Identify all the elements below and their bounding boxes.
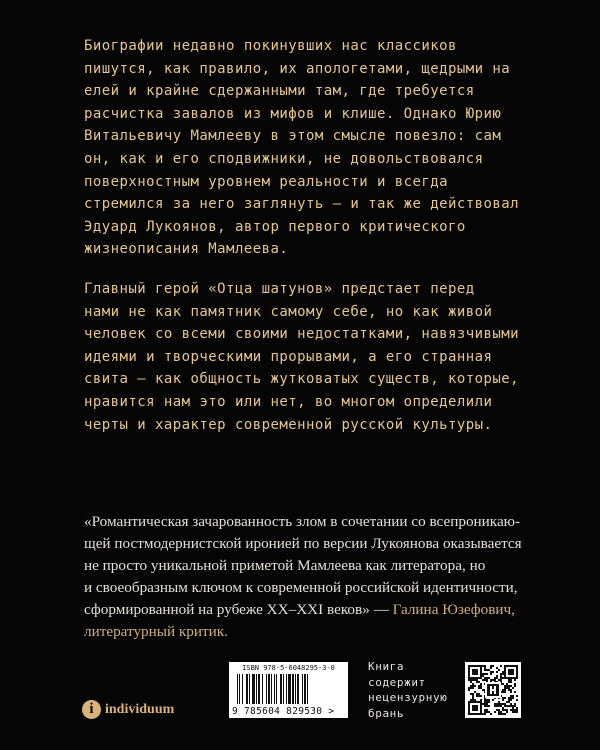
text-line: Эдуард Лукоянов, автор первого критического <box>84 218 466 235</box>
qr-module <box>484 667 486 669</box>
qr-module <box>514 679 516 681</box>
qr-module <box>510 709 512 711</box>
qr-module <box>502 673 504 675</box>
text-line: Витальевичу Мамлееву в этом смысле повезло: сам <box>84 128 502 145</box>
qr-module <box>492 679 494 681</box>
isbn-barcode <box>229 662 348 718</box>
qr-module <box>508 697 510 699</box>
qr-module <box>510 679 512 681</box>
qr-module <box>486 673 488 675</box>
qr-module <box>508 679 510 681</box>
qr-module <box>508 669 514 675</box>
text-line: нами не как памятник самому себе, но как живой <box>84 303 493 320</box>
qr-module <box>486 677 488 679</box>
qr-module <box>508 705 510 707</box>
qr-module <box>482 665 484 667</box>
qr-module <box>500 677 502 679</box>
qr-module <box>514 683 516 685</box>
qr-module <box>480 685 482 687</box>
qr-module <box>510 695 512 697</box>
warning-line: Книга <box>368 660 405 673</box>
qr-module <box>494 703 496 705</box>
qr-module <box>488 669 490 671</box>
qr-module <box>504 713 506 715</box>
qr-module <box>498 713 500 715</box>
quote-line: не просто уникальной приметой Мамлеева как литератора, но <box>84 557 486 574</box>
quote-last-line: сформированной на рубеже XX–XXI веков» — <box>84 601 393 618</box>
qr-module <box>502 699 504 701</box>
qr-module <box>482 675 484 677</box>
qr-module <box>502 703 504 705</box>
qr-module <box>476 679 478 681</box>
qr-module <box>508 685 510 687</box>
qr-module <box>478 693 480 695</box>
qr-module <box>498 679 500 681</box>
warning-line: содержит <box>368 675 426 689</box>
quote-author-role: литературный критик. <box>84 623 228 640</box>
qr-module <box>494 679 496 681</box>
text-line: елей и крайне сдержанными там, где требуется <box>84 83 475 100</box>
qr-module <box>484 709 486 711</box>
text-line: черты и характер современной русской культуры. <box>84 416 493 433</box>
qr-module <box>512 707 514 709</box>
text-line: идеями и творческими прорывами, а его странная <box>84 348 493 365</box>
qr-module <box>496 703 498 705</box>
qr-module <box>474 679 476 681</box>
qr-module <box>516 699 518 701</box>
qr-module <box>470 681 472 683</box>
qr-module <box>470 685 472 687</box>
quote-author: Галина Юзефович, <box>392 601 515 618</box>
text-line: жизнеописания Мамлеева. <box>84 241 289 258</box>
qr-module <box>502 691 504 693</box>
text-line: нравится нам это или нет, во многом определили <box>84 393 493 410</box>
qr-module <box>510 689 512 691</box>
qr-module <box>494 691 496 694</box>
qr-module <box>482 673 484 675</box>
qr-module <box>514 711 516 713</box>
qr-module <box>488 699 490 701</box>
qr-module <box>490 671 492 673</box>
qr-module <box>482 689 484 691</box>
qr-module <box>484 713 486 715</box>
qr-module <box>506 701 508 703</box>
qr-module <box>492 699 494 701</box>
qr-module <box>502 709 504 711</box>
qr-module <box>498 701 500 703</box>
qr-module <box>510 685 512 687</box>
qr-module <box>506 685 508 687</box>
qr-module <box>506 711 508 713</box>
qr-module <box>468 689 470 691</box>
qr-module <box>472 699 474 701</box>
qr-module <box>498 711 500 713</box>
qr-module <box>500 675 502 677</box>
qr-module <box>484 679 486 681</box>
publisher-name: individuum <box>105 701 175 717</box>
publisher-logo <box>82 700 174 719</box>
qr-module <box>512 705 514 707</box>
qr-module <box>516 709 518 711</box>
qr-module <box>502 671 504 673</box>
qr-module <box>484 701 486 703</box>
quote-line: и своеобразным ключом к современной российской идентичности, <box>84 579 518 596</box>
qr-module <box>512 697 514 699</box>
qr-module <box>484 665 486 667</box>
qr-module <box>494 677 496 679</box>
text-line: поверхностным уровнем реальности и всегда <box>84 173 449 190</box>
qr-module <box>488 677 490 679</box>
qr-module <box>484 673 486 675</box>
qr-module <box>514 705 516 707</box>
description-paragraph-1 <box>84 35 519 261</box>
qr-module <box>508 689 510 691</box>
text-line: человек со всеми своими недостатками, навязчивыми <box>84 326 520 343</box>
qr-module <box>486 699 488 701</box>
qr-module <box>480 695 482 697</box>
qr-module <box>478 695 480 697</box>
qr-module <box>486 669 488 671</box>
qr-module <box>494 686 496 689</box>
qr-module <box>472 687 474 689</box>
qr-module <box>486 703 488 705</box>
qr-module <box>500 705 502 707</box>
qr-module <box>510 691 512 693</box>
qr-module <box>470 687 472 689</box>
qr-module <box>484 703 486 705</box>
qr-module <box>504 705 506 707</box>
qr-module <box>510 681 512 683</box>
qr-module <box>496 671 498 673</box>
qr-module <box>482 713 484 715</box>
qr-module <box>504 685 506 687</box>
qr-module <box>496 677 498 679</box>
qr-module <box>498 669 500 671</box>
qr-module <box>506 683 508 685</box>
qr-module <box>500 711 502 713</box>
qr-module <box>490 665 492 667</box>
text-line: пишутся, как правило, их апологетами, щедрыми на <box>84 60 511 77</box>
qr-module <box>486 705 488 707</box>
qr-module <box>512 711 514 713</box>
qr-module <box>478 687 480 689</box>
qr-module <box>480 699 482 701</box>
profanity-warning <box>368 659 447 721</box>
qr-module <box>468 679 470 681</box>
qr-module <box>510 703 512 705</box>
qr-module <box>516 695 518 697</box>
qr-module <box>504 703 506 705</box>
qr-module <box>472 697 474 699</box>
qr-module <box>506 709 508 711</box>
qr-module <box>494 711 496 713</box>
qr-module <box>498 703 500 705</box>
qr-module <box>478 685 480 687</box>
text-line: стремился за него заглянуть — и так же действовал <box>84 196 520 213</box>
qr-module <box>472 693 474 695</box>
text-line: Биографии недавно покинувших нас классиков <box>84 38 457 54</box>
qr-module <box>496 667 498 669</box>
qr-module <box>508 681 510 683</box>
qr-module <box>514 691 516 693</box>
qr-module <box>506 687 508 689</box>
quote-line: щей постмодернистской иронией по версии Лукоянова оказывается <box>84 535 522 552</box>
qr-module <box>474 691 476 693</box>
qr-module <box>476 695 478 697</box>
qr-module <box>490 667 492 669</box>
qr-module <box>502 697 504 699</box>
text-line: расчистка завалов из мифов и клише. Однако Юрию <box>84 105 502 122</box>
qr-module <box>508 687 510 689</box>
qr-module <box>488 701 490 703</box>
qr-module <box>514 709 516 711</box>
qr-module <box>488 705 490 707</box>
qr-module <box>514 703 516 705</box>
qr-module <box>510 697 512 699</box>
qr-module <box>484 711 486 713</box>
qr-module <box>482 679 484 681</box>
qr-module <box>508 701 510 703</box>
qr-module <box>484 677 486 679</box>
qr-module <box>490 686 492 694</box>
qr-module <box>490 673 492 675</box>
qr-module <box>498 709 500 711</box>
qr-module <box>512 709 514 711</box>
qr-module <box>472 669 478 675</box>
qr-module <box>470 699 472 701</box>
qr-module <box>472 695 474 697</box>
publisher-logo-icon: i <box>82 700 101 719</box>
quote-line: «Романтическая зачарованность злом в сочетании со всепроникаю- <box>84 513 521 530</box>
qr-module <box>500 703 502 705</box>
qr-module <box>504 697 506 699</box>
qr-module <box>498 705 500 707</box>
qr-module <box>516 707 518 709</box>
qr-module <box>504 687 506 689</box>
qr-module <box>482 703 484 705</box>
qr-module <box>470 693 472 695</box>
qr-module <box>502 677 504 679</box>
description-paragraph-2 <box>84 278 519 436</box>
warning-line: нецензурную <box>368 691 448 704</box>
warning-line: брань <box>368 706 405 720</box>
qr-module <box>484 699 486 701</box>
barcode-digits: 9 785604 829530 > <box>232 706 335 717</box>
qr-module <box>468 687 470 689</box>
qr-module <box>472 685 474 687</box>
qr-module <box>474 685 476 687</box>
qr-module <box>506 705 508 707</box>
qr-module <box>476 693 478 695</box>
qr-module <box>480 687 482 689</box>
qr-module <box>496 675 498 677</box>
qr-module <box>502 707 504 709</box>
qr-module <box>500 679 502 681</box>
barcode-bar <box>308 674 309 704</box>
qr-module <box>500 665 502 667</box>
qr-module <box>496 709 498 711</box>
qr-module <box>510 699 512 701</box>
qr-module <box>502 689 504 691</box>
barcode-bars <box>237 674 309 704</box>
qr-module <box>484 705 486 707</box>
qr-module <box>510 705 512 707</box>
qr-module <box>496 705 498 707</box>
qr-module <box>470 679 472 681</box>
qr-module <box>492 665 494 667</box>
qr-module <box>486 711 488 713</box>
isbn-number: ISBN 978-5-6048295-3-0 <box>242 664 335 672</box>
qr-module <box>480 683 482 685</box>
qr-module <box>474 699 476 701</box>
qr-module <box>502 713 504 715</box>
qr-module <box>504 691 506 693</box>
text-line: он, как и его сподвижники, не довольствовался <box>84 150 484 167</box>
review-quote <box>84 511 534 643</box>
qr-module <box>512 687 514 689</box>
qr-module <box>478 681 480 683</box>
qr-module <box>486 701 488 703</box>
qr-module <box>516 711 518 713</box>
qr-module <box>484 669 486 671</box>
qr-module <box>472 705 478 711</box>
qr-module <box>488 711 490 713</box>
text-line: Главный герой «Отца шатунов» предстает перед <box>84 281 475 297</box>
qr-module <box>492 689 496 691</box>
text-line: свита — как общность жутковатых существ, которые, <box>84 371 520 388</box>
qr-module <box>500 713 502 715</box>
qr-module <box>490 679 492 681</box>
qr-module <box>472 683 474 685</box>
qr-module <box>512 695 514 697</box>
qr-module <box>508 699 510 701</box>
qr-module <box>494 705 496 707</box>
qr-module <box>500 673 502 675</box>
qr-module <box>472 679 474 681</box>
qr-module <box>502 683 504 685</box>
qr-module <box>486 709 488 711</box>
qr-module <box>492 671 494 673</box>
qr-module <box>486 679 488 681</box>
qr-module <box>476 681 478 683</box>
qr-module <box>504 689 506 691</box>
qr-module <box>504 709 506 711</box>
qr-module <box>490 713 492 715</box>
qr-module <box>514 685 516 687</box>
qr-code <box>465 662 521 718</box>
